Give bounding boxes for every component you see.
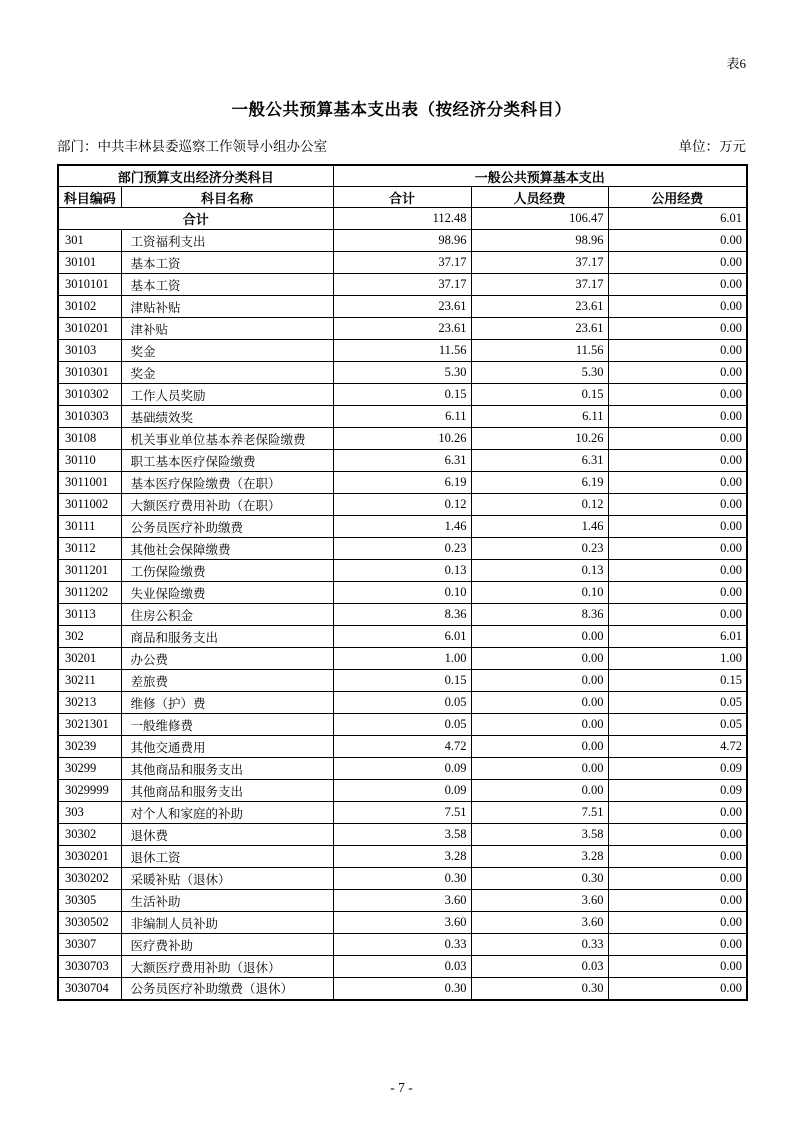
- personnel-value-cell: 0.13: [471, 560, 608, 582]
- subject-name-cell: 其他交通费用: [121, 736, 333, 758]
- subject-name-cell: 基本医疗保险缴费（在职）: [121, 472, 333, 494]
- table-body: [58, 208, 747, 1000]
- department-label: 部门：: [57, 139, 98, 154]
- table-row: [58, 450, 747, 472]
- total-value-cell: 0.30: [333, 978, 471, 1000]
- personnel-value-cell: 1.46: [471, 516, 608, 538]
- public-value-cell: 0.00: [608, 230, 747, 252]
- table-row: [58, 890, 747, 912]
- subject-name-cell: 奖金: [121, 340, 333, 362]
- personnel-value-cell: 6.11: [471, 406, 608, 428]
- public-value-cell: 0.00: [608, 318, 747, 340]
- total-value-cell: 98.96: [333, 230, 471, 252]
- total-row-public: 6.01: [608, 208, 747, 230]
- total-row-label: 合计: [58, 208, 333, 230]
- table-row: [58, 956, 747, 978]
- subject-name-cell: 职工基本医疗保险缴费: [121, 450, 333, 472]
- header-group-row: [58, 165, 747, 187]
- personnel-value-cell: 3.60: [471, 890, 608, 912]
- public-value-cell: 0.00: [608, 538, 747, 560]
- total-value-cell: 3.60: [333, 890, 471, 912]
- header-group-basic-expenditure: 一般公共预算基本支出: [333, 165, 747, 187]
- subject-name-cell: 其他商品和服务支出: [121, 780, 333, 802]
- table-row: [58, 758, 747, 780]
- table-row: [58, 362, 747, 384]
- total-value-cell: 0.09: [333, 780, 471, 802]
- total-value-cell: 6.01: [333, 626, 471, 648]
- total-value-cell: 0.10: [333, 582, 471, 604]
- personnel-value-cell: 0.00: [471, 670, 608, 692]
- personnel-value-cell: 0.00: [471, 736, 608, 758]
- personnel-value-cell: 0.00: [471, 758, 608, 780]
- subject-name-cell: 退休费: [121, 824, 333, 846]
- table-row: [58, 670, 747, 692]
- column-header-total: 合计: [333, 187, 471, 208]
- public-value-cell: 0.00: [608, 252, 747, 274]
- public-value-cell: 0.05: [608, 714, 747, 736]
- total-value-cell: 23.61: [333, 318, 471, 340]
- public-value-cell: 0.00: [608, 934, 747, 956]
- column-header-personnel: 人员经费: [471, 187, 608, 208]
- total-value-cell: 0.03: [333, 956, 471, 978]
- public-value-cell: 6.01: [608, 626, 747, 648]
- subject-name-cell: 退休工资: [121, 846, 333, 868]
- department-name: 中共丰林县委巡察工作领导小组办公室: [97, 139, 327, 154]
- total-value-cell: 0.05: [333, 714, 471, 736]
- public-value-cell: 0.00: [608, 868, 747, 890]
- table-row: [58, 780, 747, 802]
- subject-name-cell: 维修（护）费: [121, 692, 333, 714]
- subject-name-cell: 工作人员奖励: [121, 384, 333, 406]
- column-header-subject-name: 科目名称: [121, 187, 333, 208]
- subject-code-cell: 30302: [58, 824, 121, 846]
- personnel-value-cell: 11.56: [471, 340, 608, 362]
- total-value-cell: 7.51: [333, 802, 471, 824]
- public-value-cell: 0.09: [608, 780, 747, 802]
- subject-code-cell: 3010301: [58, 362, 121, 384]
- subject-name-cell: 差旅费: [121, 670, 333, 692]
- unit-line: [679, 138, 747, 155]
- subject-code-cell: 3030502: [58, 912, 121, 934]
- subject-code-cell: 3021301: [58, 714, 121, 736]
- subject-name-cell: 津贴补贴: [121, 296, 333, 318]
- total-row: [58, 208, 747, 230]
- subject-name-cell: 公务员医疗补助缴费（退休）: [121, 978, 333, 1000]
- subject-code-cell: 30211: [58, 670, 121, 692]
- header-group-classification: 部门预算支出经济分类科目: [58, 165, 333, 187]
- total-value-cell: 6.19: [333, 472, 471, 494]
- public-value-cell: 0.00: [608, 516, 747, 538]
- table-row: [58, 230, 747, 252]
- page-title: 一般公共预算基本支出表（按经济分类科目）: [231, 101, 572, 119]
- subject-code-cell: 3011002: [58, 494, 121, 516]
- subject-name-cell: 住房公积金: [121, 604, 333, 626]
- table-row: [58, 802, 747, 824]
- subject-name-cell: 办公费: [121, 648, 333, 670]
- table-row: [58, 912, 747, 934]
- table-row: [58, 384, 747, 406]
- table-row: [58, 274, 747, 296]
- table-row: [58, 318, 747, 340]
- subject-code-cell: 30299: [58, 758, 121, 780]
- personnel-value-cell: 7.51: [471, 802, 608, 824]
- subject-code-cell: 3029999: [58, 780, 121, 802]
- personnel-value-cell: 3.28: [471, 846, 608, 868]
- subject-name-cell: 基本工资: [121, 274, 333, 296]
- personnel-value-cell: 0.23: [471, 538, 608, 560]
- public-value-cell: 0.00: [608, 340, 747, 362]
- public-value-cell: 0.00: [608, 912, 747, 934]
- subject-code-cell: 3030201: [58, 846, 121, 868]
- personnel-value-cell: 98.96: [471, 230, 608, 252]
- total-value-cell: 8.36: [333, 604, 471, 626]
- total-value-cell: 0.13: [333, 560, 471, 582]
- subject-name-cell: 大额医疗费用补助（在职）: [121, 494, 333, 516]
- personnel-value-cell: 5.30: [471, 362, 608, 384]
- subject-code-cell: 30102: [58, 296, 121, 318]
- table-row: [58, 472, 747, 494]
- subject-code-cell: 3030703: [58, 956, 121, 978]
- public-value-cell: 0.15: [608, 670, 747, 692]
- subject-code-cell: 3010201: [58, 318, 121, 340]
- subject-code-cell: 3011201: [58, 560, 121, 582]
- subject-code-cell: 303: [58, 802, 121, 824]
- total-value-cell: 10.26: [333, 428, 471, 450]
- public-value-cell: 0.00: [608, 956, 747, 978]
- personnel-value-cell: 37.17: [471, 274, 608, 296]
- subject-code-cell: 30113: [58, 604, 121, 626]
- public-value-cell: 0.00: [608, 560, 747, 582]
- subject-code-cell: 3010303: [58, 406, 121, 428]
- personnel-value-cell: 0.10: [471, 582, 608, 604]
- total-value-cell: 0.05: [333, 692, 471, 714]
- subject-code-cell: 3030202: [58, 868, 121, 890]
- subject-name-cell: 公务员医疗补助缴费: [121, 516, 333, 538]
- subject-name-cell: 基础绩效奖: [121, 406, 333, 428]
- total-value-cell: 1.00: [333, 648, 471, 670]
- table-number-label: 表6: [726, 56, 746, 71]
- public-value-cell: 0.00: [608, 472, 747, 494]
- subject-code-cell: 30305: [58, 890, 121, 912]
- personnel-value-cell: 37.17: [471, 252, 608, 274]
- public-value-cell: 0.00: [608, 494, 747, 516]
- total-value-cell: 23.61: [333, 296, 471, 318]
- total-value-cell: 3.58: [333, 824, 471, 846]
- total-value-cell: 0.09: [333, 758, 471, 780]
- table-row: [58, 714, 747, 736]
- total-value-cell: 0.12: [333, 494, 471, 516]
- subject-name-cell: 对个人和家庭的补助: [121, 802, 333, 824]
- subject-name-cell: 其他社会保障缴费: [121, 538, 333, 560]
- subject-name-cell: 非编制人员补助: [121, 912, 333, 934]
- public-value-cell: 0.00: [608, 406, 747, 428]
- total-value-cell: 4.72: [333, 736, 471, 758]
- public-value-cell: 1.00: [608, 648, 747, 670]
- public-value-cell: 0.00: [608, 604, 747, 626]
- public-value-cell: 0.00: [608, 824, 747, 846]
- table-row: [58, 978, 747, 1000]
- subject-name-cell: 其他商品和服务支出: [121, 758, 333, 780]
- personnel-value-cell: 8.36: [471, 604, 608, 626]
- subject-code-cell: 30103: [58, 340, 121, 362]
- table-row: [58, 582, 747, 604]
- subject-code-cell: 3011202: [58, 582, 121, 604]
- table-row: [58, 516, 747, 538]
- unit-label: 单位：: [678, 139, 719, 154]
- total-value-cell: 6.11: [333, 406, 471, 428]
- subject-code-cell: 30110: [58, 450, 121, 472]
- total-value-cell: 0.15: [333, 384, 471, 406]
- subject-name-cell: 医疗费补助: [121, 934, 333, 956]
- subject-name-cell: 商品和服务支出: [121, 626, 333, 648]
- subject-code-cell: 3010101: [58, 274, 121, 296]
- column-header-subject-code: 科目编码: [58, 187, 121, 208]
- total-row-personnel: 106.47: [471, 208, 608, 230]
- meta-row: [57, 138, 746, 155]
- public-value-cell: 0.00: [608, 978, 747, 1000]
- subject-code-cell: 302: [58, 626, 121, 648]
- table-row: [58, 692, 747, 714]
- total-row-total: 112.48: [333, 208, 471, 230]
- personnel-value-cell: 23.61: [471, 318, 608, 340]
- table-row: [58, 252, 747, 274]
- public-value-cell: 0.00: [608, 450, 747, 472]
- personnel-value-cell: 0.03: [471, 956, 608, 978]
- budget-table: [57, 164, 748, 1001]
- subject-name-cell: 一般维修费: [121, 714, 333, 736]
- table-row: [58, 494, 747, 516]
- personnel-value-cell: 0.00: [471, 648, 608, 670]
- subject-name-cell: 津补贴: [121, 318, 333, 340]
- subject-code-cell: 30112: [58, 538, 121, 560]
- department-line: [57, 138, 327, 155]
- subject-name-cell: 大额医疗费用补助（退休）: [121, 956, 333, 978]
- table-row: [58, 560, 747, 582]
- public-value-cell: 0.00: [608, 384, 747, 406]
- subject-code-cell: 30111: [58, 516, 121, 538]
- subject-name-cell: 奖金: [121, 362, 333, 384]
- personnel-value-cell: 23.61: [471, 296, 608, 318]
- total-value-cell: 0.30: [333, 868, 471, 890]
- table-row: [58, 626, 747, 648]
- subject-code-cell: 3030704: [58, 978, 121, 1000]
- table-row: [58, 604, 747, 626]
- total-value-cell: 6.31: [333, 450, 471, 472]
- subject-code-cell: 30108: [58, 428, 121, 450]
- public-value-cell: 0.00: [608, 802, 747, 824]
- subject-code-cell: 30239: [58, 736, 121, 758]
- header-columns-row: [58, 187, 747, 208]
- total-value-cell: 0.23: [333, 538, 471, 560]
- subject-code-cell: 301: [58, 230, 121, 252]
- table-row: [58, 406, 747, 428]
- table-row: [58, 824, 747, 846]
- subject-code-cell: 30307: [58, 934, 121, 956]
- subject-name-cell: 失业保险缴费: [121, 582, 333, 604]
- column-header-public: 公用经费: [608, 187, 747, 208]
- personnel-value-cell: 6.19: [471, 472, 608, 494]
- total-value-cell: 5.30: [333, 362, 471, 384]
- public-value-cell: 0.00: [608, 582, 747, 604]
- public-value-cell: 0.00: [608, 428, 747, 450]
- public-value-cell: 0.00: [608, 362, 747, 384]
- personnel-value-cell: 0.33: [471, 934, 608, 956]
- public-value-cell: 0.09: [608, 758, 747, 780]
- personnel-value-cell: 0.12: [471, 494, 608, 516]
- table-row: [58, 868, 747, 890]
- table-header: [58, 165, 747, 208]
- total-value-cell: 11.56: [333, 340, 471, 362]
- public-value-cell: 0.00: [608, 846, 747, 868]
- personnel-value-cell: 10.26: [471, 428, 608, 450]
- personnel-value-cell: 0.30: [471, 868, 608, 890]
- subject-code-cell: 3011001: [58, 472, 121, 494]
- table-row: [58, 296, 747, 318]
- personnel-value-cell: 0.30: [471, 978, 608, 1000]
- table-row: [58, 648, 747, 670]
- personnel-value-cell: 6.31: [471, 450, 608, 472]
- total-value-cell: 0.33: [333, 934, 471, 956]
- subject-name-cell: 基本工资: [121, 252, 333, 274]
- personnel-value-cell: 3.60: [471, 912, 608, 934]
- total-value-cell: 3.28: [333, 846, 471, 868]
- personnel-value-cell: 0.00: [471, 714, 608, 736]
- table-row: [58, 934, 747, 956]
- subject-name-cell: 工伤保险缴费: [121, 560, 333, 582]
- table-row: [58, 846, 747, 868]
- subject-name-cell: 生活补助: [121, 890, 333, 912]
- subject-code-cell: 30213: [58, 692, 121, 714]
- table-row: [58, 538, 747, 560]
- public-value-cell: 0.00: [608, 274, 747, 296]
- page-number: - 7 -: [390, 1079, 413, 1095]
- subject-code-cell: 3010302: [58, 384, 121, 406]
- table-row: [58, 340, 747, 362]
- table-row: [58, 736, 747, 758]
- subject-code-cell: 30201: [58, 648, 121, 670]
- subject-name-cell: 机关事业单位基本养老保险缴费: [121, 428, 333, 450]
- subject-code-cell: 30101: [58, 252, 121, 274]
- personnel-value-cell: 0.00: [471, 626, 608, 648]
- total-value-cell: 3.60: [333, 912, 471, 934]
- public-value-cell: 4.72: [608, 736, 747, 758]
- public-value-cell: 0.05: [608, 692, 747, 714]
- total-value-cell: 1.46: [333, 516, 471, 538]
- public-value-cell: 0.00: [608, 890, 747, 912]
- table-row: [58, 428, 747, 450]
- personnel-value-cell: 0.00: [471, 692, 608, 714]
- personnel-value-cell: 0.15: [471, 384, 608, 406]
- subject-name-cell: 工资福利支出: [121, 230, 333, 252]
- personnel-value-cell: 3.58: [471, 824, 608, 846]
- personnel-value-cell: 0.00: [471, 780, 608, 802]
- total-value-cell: 37.17: [333, 252, 471, 274]
- total-value-cell: 0.15: [333, 670, 471, 692]
- public-value-cell: 0.00: [608, 296, 747, 318]
- unit-value: 万元: [719, 139, 746, 154]
- total-value-cell: 37.17: [333, 274, 471, 296]
- subject-name-cell: 采暖补贴（退休）: [121, 868, 333, 890]
